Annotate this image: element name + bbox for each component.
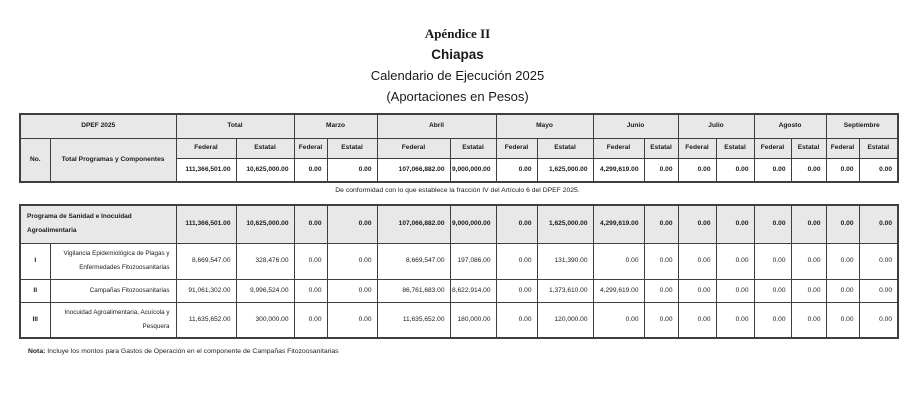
row-number: II: [20, 279, 50, 302]
program-value-cell: 0.00: [644, 205, 678, 243]
value-cell: 0.00: [294, 243, 327, 279]
program-name-cell: [20, 205, 176, 243]
state-title: Chiapas: [431, 47, 484, 62]
value-cell: 0.00: [716, 243, 754, 279]
value-cell: 1,373,610.00: [537, 279, 593, 302]
sub-header-federal: Federal: [678, 138, 716, 158]
value-cell: 0.00: [859, 302, 898, 338]
value-cell: 0.00: [754, 302, 791, 338]
program-value-cell: 0.00: [294, 205, 327, 243]
sub-header-federal: Federal: [826, 138, 859, 158]
component-name: Campañas Fitozoosanitarias: [50, 279, 176, 302]
sub-header-estatal: Estatal: [644, 138, 678, 158]
value-cell: 0.00: [496, 243, 537, 279]
total-value-cell: 10,625,000.00: [236, 158, 294, 182]
value-cell: 4,299,619.00: [593, 279, 644, 302]
footer-note-label: Nota:: [28, 348, 46, 355]
total-value-cell: 0.00: [791, 158, 826, 182]
program-value-cell: 0.00: [859, 205, 898, 243]
program-value-cell: 107,066,882.00: [377, 205, 450, 243]
no-column-header: No.: [20, 138, 50, 182]
value-cell: 328,476.00: [236, 243, 294, 279]
month-header-total: Total: [176, 114, 294, 138]
footer-note: [28, 348, 339, 355]
value-cell: 0.00: [716, 279, 754, 302]
value-cell: 0.00: [644, 243, 678, 279]
row-number: III: [20, 302, 50, 338]
value-cell: 0.00: [327, 279, 377, 302]
sub-header-estatal: Estatal: [236, 138, 294, 158]
program-name-text: Programa de Sanidad e Inocuidad Agroalimentaria: [27, 212, 132, 235]
value-cell: 0.00: [754, 279, 791, 302]
month-header-junio: Junio: [593, 114, 678, 138]
value-cell: 180,000.00: [450, 302, 496, 338]
value-cell: 120,000.00: [537, 302, 593, 338]
program-value-cell: 0.00: [791, 205, 826, 243]
sub-header-estatal: Estatal: [716, 138, 754, 158]
units-subtitle: (Aportaciones en Pesos): [386, 89, 529, 104]
value-cell: 11,635,652.00: [377, 302, 450, 338]
value-cell: 8,669,547.00: [377, 243, 450, 279]
program-value-cell: 1,625,000.00: [537, 205, 593, 243]
sub-header-federal: Federal: [754, 138, 791, 158]
value-cell: 300,000.00: [236, 302, 294, 338]
value-cell: 0.00: [791, 279, 826, 302]
total-value-cell: 0.00: [826, 158, 859, 182]
component-row-2: [20, 279, 898, 302]
value-cell: 0.00: [859, 243, 898, 279]
value-cell: 0.00: [593, 302, 644, 338]
total-value-cell: 0.00: [327, 158, 377, 182]
total-value-cell: 0.00: [859, 158, 898, 182]
program-value-cell: 0.00: [327, 205, 377, 243]
value-cell: 197,086.00: [450, 243, 496, 279]
component-name: Vigilancia Epidemiológica de Plagas y Enfermedades Fitozoosanitarias: [50, 243, 176, 279]
program-value-cell: 111,366,501.00: [176, 205, 236, 243]
program-summary-row: [20, 205, 898, 243]
month-header-septiembre: Septiembre: [826, 114, 898, 138]
value-cell: 0.00: [678, 243, 716, 279]
program-detail-table: [19, 204, 899, 339]
total-value-cell: 107,066,882.00: [377, 158, 450, 182]
value-cell: 0.00: [791, 302, 826, 338]
total-value-cell: 0.00: [294, 158, 327, 182]
sub-header-estatal: Estatal: [859, 138, 898, 158]
sub-header-federal: Federal: [294, 138, 327, 158]
value-cell: 8,669,547.00: [176, 243, 236, 279]
program-value-cell: 0.00: [754, 205, 791, 243]
program-column-header: Total Programas y Componentes: [50, 138, 176, 182]
total-value-cell: 0.00: [496, 158, 537, 182]
total-value-cell: 4,299,619.00: [593, 158, 644, 182]
value-cell: 0.00: [716, 302, 754, 338]
value-cell: 0.00: [826, 279, 859, 302]
value-cell: 0.00: [826, 302, 859, 338]
value-cell: 0.00: [327, 243, 377, 279]
program-value-cell: 0.00: [678, 205, 716, 243]
sub-header-estatal: Estatal: [537, 138, 593, 158]
total-value-cell: 9,000,000.00: [450, 158, 496, 182]
month-header-abril: Abril: [377, 114, 496, 138]
sub-header-federal: Federal: [377, 138, 450, 158]
value-cell: 0.00: [826, 243, 859, 279]
value-cell: 8,622,914.00: [450, 279, 496, 302]
value-cell: 0.00: [754, 243, 791, 279]
sub-header-federal: Federal: [593, 138, 644, 158]
corner-header: DPEF 2025: [20, 114, 176, 138]
totals-table: [19, 113, 899, 183]
value-cell: 0.00: [496, 302, 537, 338]
program-value-cell: 0.00: [496, 205, 537, 243]
total-value-cell: 0.00: [644, 158, 678, 182]
value-cell: 0.00: [859, 279, 898, 302]
value-cell: 0.00: [327, 302, 377, 338]
sub-header-estatal: Estatal: [450, 138, 496, 158]
total-value-cell: 0.00: [678, 158, 716, 182]
component-name: Inocuidad Agroalimentaria, Acuícola y Pesquera: [50, 302, 176, 338]
value-cell: 0.00: [678, 279, 716, 302]
program-value-cell: 0.00: [716, 205, 754, 243]
total-value-cell: 0.00: [716, 158, 754, 182]
program-value-cell: 10,625,000.00: [236, 205, 294, 243]
month-header-mayo: Mayo: [496, 114, 593, 138]
value-cell: 0.00: [496, 279, 537, 302]
value-cell: 0.00: [644, 302, 678, 338]
value-cell: 91,061,302.00: [176, 279, 236, 302]
value-cell: 11,635,652.00: [176, 302, 236, 338]
value-cell: 0.00: [294, 279, 327, 302]
sub-header-estatal: Estatal: [327, 138, 377, 158]
month-header-agosto: Agosto: [754, 114, 826, 138]
component-row-1: [20, 243, 898, 279]
month-header-marzo: Marzo: [294, 114, 377, 138]
component-row-3: [20, 302, 898, 338]
month-header-row: [20, 114, 898, 138]
sub-header-federal: Federal: [176, 138, 236, 158]
footer-note-text: Incluye los montos para Gastos de Operación en el componente de Campañas Fitozoosanitarias: [47, 348, 339, 355]
value-cell: 86,761,683.00: [377, 279, 450, 302]
total-value-cell: 1,625,000.00: [537, 158, 593, 182]
program-value-cell: 4,299,619.00: [593, 205, 644, 243]
value-cell: 0.00: [294, 302, 327, 338]
program-value-cell: 9,000,000.00: [450, 205, 496, 243]
calendar-title: Calendario de Ejecución 2025: [370, 68, 545, 83]
conformity-note: De conformidad con lo que establece la fracción IV del Artículo 6 del DPEF 2025.: [335, 187, 580, 194]
value-cell: 0.00: [644, 279, 678, 302]
month-header-julio: Julio: [678, 114, 754, 138]
value-cell: 0.00: [593, 243, 644, 279]
sub-header-estatal: Estatal: [791, 138, 826, 158]
total-value-cell: 111,366,501.00: [176, 158, 236, 182]
total-value-cell: 0.00: [754, 158, 791, 182]
appendix-title: Apéndice II: [424, 26, 491, 41]
value-cell: 0.00: [678, 302, 716, 338]
sub-header-federal: Federal: [496, 138, 537, 158]
row-number: I: [20, 243, 50, 279]
value-cell: 131,390.00: [537, 243, 593, 279]
sub-header-row: [20, 138, 898, 158]
value-cell: 9,996,524.00: [236, 279, 294, 302]
value-cell: 0.00: [791, 243, 826, 279]
program-value-cell: 0.00: [826, 205, 859, 243]
